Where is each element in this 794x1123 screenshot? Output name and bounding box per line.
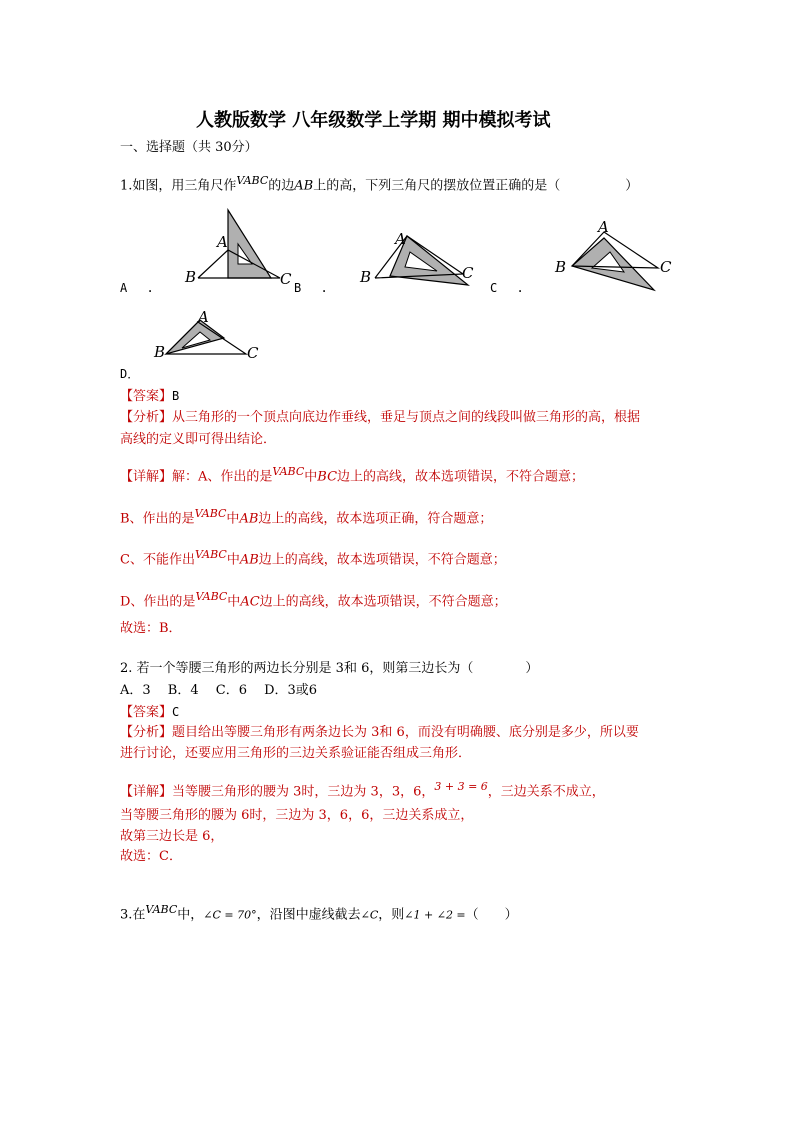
option-b-figure [355, 226, 485, 288]
q2-options: A．3 B．4 C．6 D．3或6 [120, 683, 318, 698]
q1-detail-c: C、不能作出$^{VABC}$中AB边上的高线，故本选项错误，不符合题意； [120, 548, 506, 568]
vertex-label-c: C [247, 344, 259, 362]
page-title: 人教版数学 八年级数学上学期 期中模拟考试 [196, 110, 551, 131]
q2-answer: 【答案】C [120, 705, 180, 720]
vertex-label-a: A [198, 310, 209, 326]
vertex-label-b: B [555, 258, 567, 276]
q2-analysis: 【分析】题目给出等腰三角形有两条边长为 3和 6，而没有明确腰、底分别是多少，所以要 [120, 725, 639, 740]
q2-stem: 2. 若一个等腰三角形的两边长分别是 3和 6，则第三边长为（ ） [120, 661, 539, 676]
section-heading: 一、选择题（共 30分） [120, 140, 258, 155]
q2-analysis-cont: 进行讨论，还要应用三角形的三边关系验证能否组成三角形． [120, 746, 472, 761]
q1-detail-a: 【详解】解：A、作出的是$^{VABC}$中BC边上的高线，故本选项错误，不符合题意； [120, 465, 585, 485]
q1-stem: 1.如图，用三角尺作$^{VABC}$的边AB上的高，下列三角尺的摆放位置正确的是（ ） [120, 174, 639, 194]
option-a-label: A . [120, 281, 154, 295]
q1-answer: 【答案】B [120, 389, 180, 404]
vertex-label-b: B [360, 268, 372, 286]
vertex-label-c: C [462, 264, 474, 282]
vertex-label-a: A [395, 230, 406, 248]
option-c-figure [552, 218, 682, 292]
vertex-label-c: C [660, 258, 672, 276]
option-d-figure [152, 310, 268, 366]
q1-analysis: 【分析】从三角形的一个顶点向底边作垂线，垂足与顶点之间的线段叫做三角形的高，根据 [120, 410, 641, 425]
vertex-label-a: A [217, 233, 228, 251]
q3-stem: 3.在$^{VABC}$中，∠C = 70°，沿图中虚线截去∠C，则∠1 + ∠2 =（ ） [120, 903, 518, 923]
vertex-label-b: B [185, 268, 197, 286]
q2-conclusion: 故选：C． [120, 849, 182, 864]
option-b-label: B . [294, 281, 328, 295]
q2-detail-2: 当等腰三角形的腰为 6时，三边为 3，6，6，三边关系成立， [120, 808, 474, 823]
q1-analysis-cont: 高线的定义即可得出结论． [120, 432, 277, 447]
vertex-label-b: B [154, 343, 166, 361]
option-a-figure [180, 206, 300, 288]
q1-detail-b: B、作出的是$^{VABC}$中AB边上的高线，故本选项正确，符合题意； [120, 507, 493, 527]
q1-detail-d: D、作出的是$^{VABC}$中AC边上的高线，故本选项错误，不符合题意； [120, 590, 507, 610]
option-d-label: D． [120, 367, 140, 381]
vertex-label-c: C [280, 270, 292, 288]
q2-detail-1: 【详解】当等腰三角形的腰为 3时，三边为 3，3，6，$^{3 + 3 = 6}$，三边关系不成立， [120, 780, 605, 800]
option-c-label: C . [490, 281, 524, 295]
vertex-label-a: A [598, 218, 609, 236]
q1-conclusion: 故选：B． [120, 621, 182, 636]
q2-detail-3: 故第三边长是 6， [120, 829, 224, 844]
